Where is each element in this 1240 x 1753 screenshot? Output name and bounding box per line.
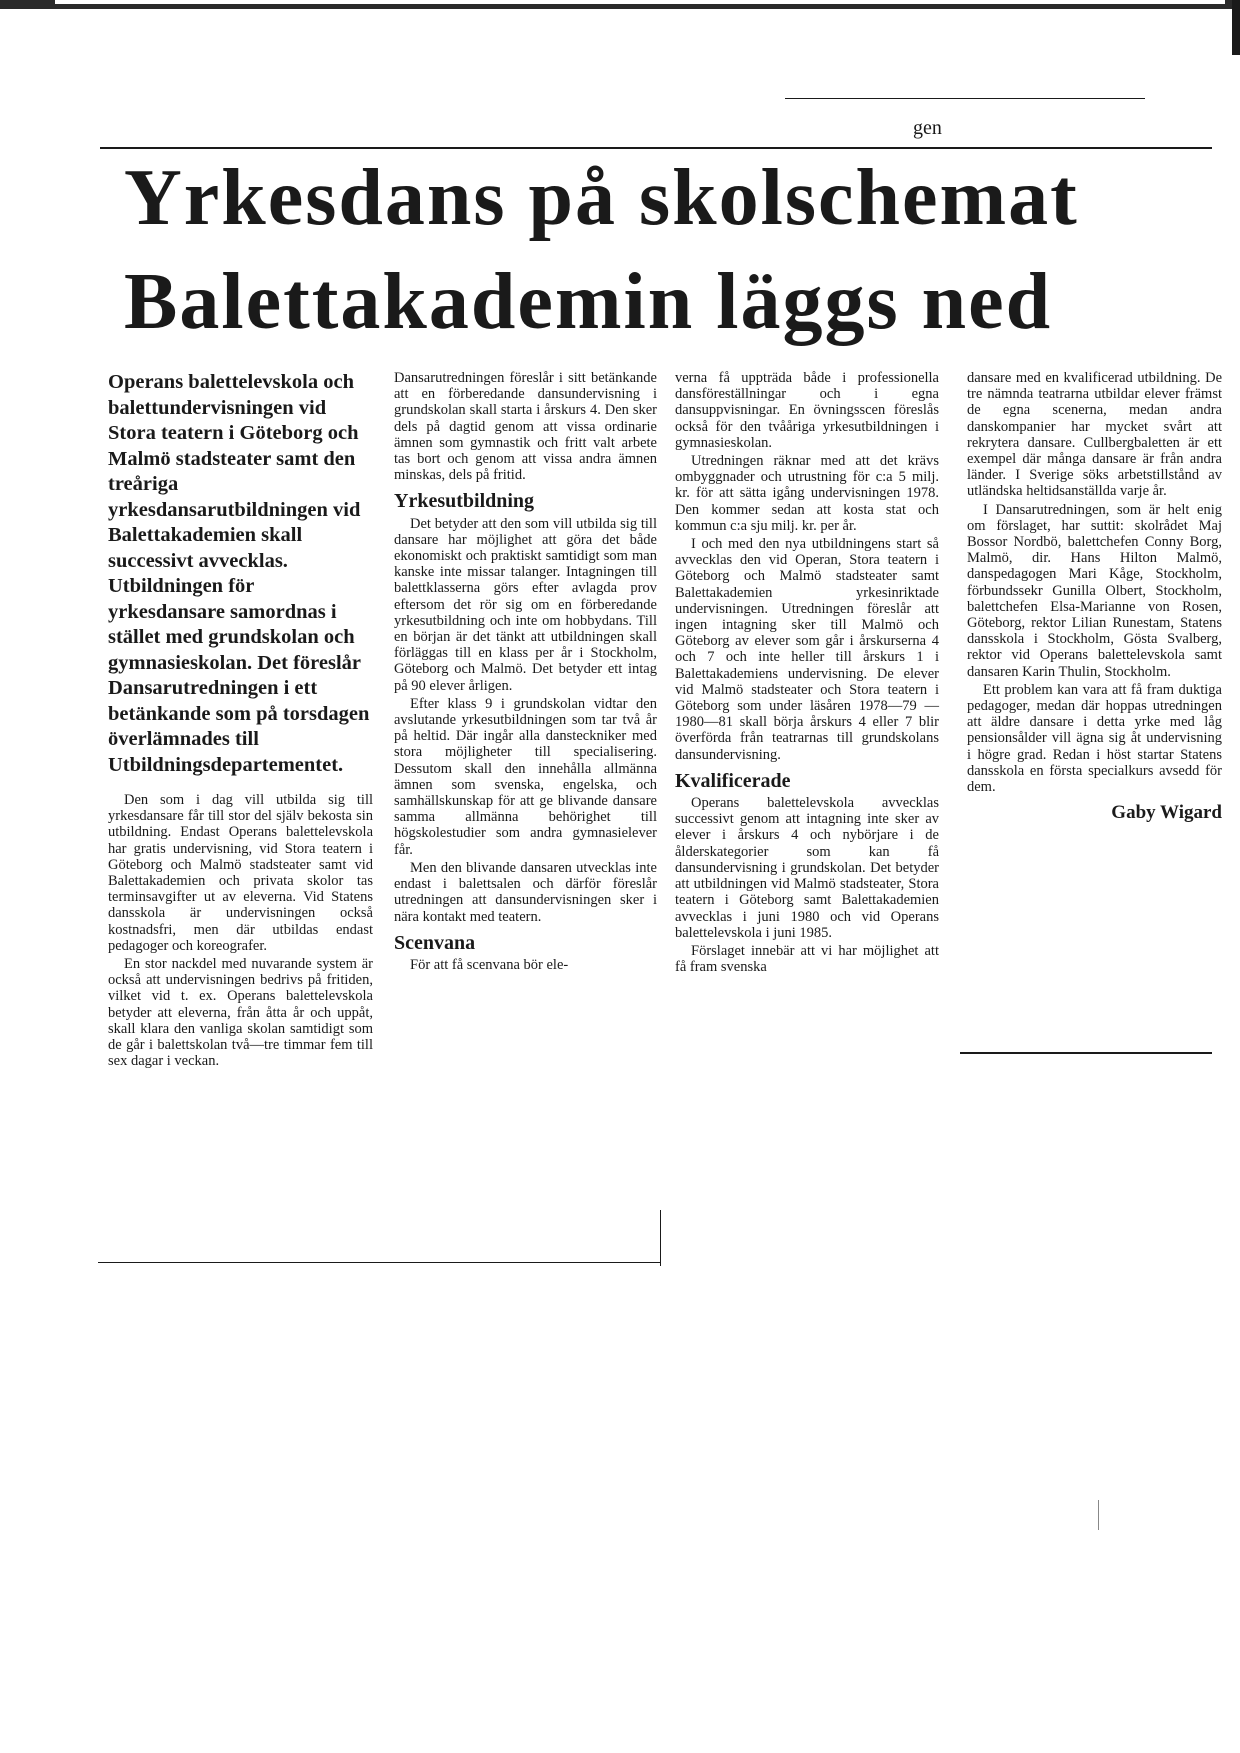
- body-paragraph: Det betyder att den som vill utbilda sig till dansare har möjlighet att göra det både ekonomiskt och praktiskt samtidigt som man kanske inte missar talanger. Intagningen till balettklasserna görs efter avlagda prov eftersom det rör sig om en förberedande yrkesutbildning och inte om hobbydans. Till en början är det tänkt att utbildningen skall förläggas till en klass per år i Stockholm, Göteborg och Malmö. Det betyder ett intag på 90 elever årligen.: [394, 515, 657, 694]
- subhead-yrkesutbildning: Yrkesutbildning: [394, 490, 535, 513]
- byline: Gaby Wigard: [1111, 802, 1222, 824]
- byline-rule: [960, 1052, 1212, 1054]
- article-column-4: [967, 370, 1222, 825]
- body-paragraph: Den som i dag vill utbilda sig till yrkesdansare får till stor del själv bekosta sin utbildning. Endast Operans balettelevskola har gratis undervisning, vid Stora teatern i Göteborg och Malmö stadsteater samt vid Balettakademien och privata skolor tas terminsavgifter ut av eleverna. Vid Statens dansskola är undervisningen också kostnadsfri, men där utbildas endast pedagoger och koreografer.: [108, 792, 373, 954]
- subhead-kvalificerade: Kvalificerade: [675, 769, 791, 792]
- body-paragraph: Ett problem kan vara att få fram duktiga pedagoger, medan där hoppas utredningen att äldre dansare i detta yrke med låg pensionsålder vill ägna sig åt undervisning i högre grad. Redan i höst startar Statens dansskola en första specialkurs avsedd för dem.: [967, 681, 1222, 796]
- body-paragraph: För att få scenvana bör ele-: [410, 956, 569, 973]
- headline-line-1: Yrkesdans på skolschemat: [124, 154, 1079, 242]
- section-tag: gen: [913, 117, 942, 139]
- article-column-1: [108, 370, 373, 1071]
- scan-margin-mark: [1098, 1500, 1099, 1530]
- masthead-rule: [100, 147, 1212, 149]
- body-paragraph: Förslaget innebär att vi har möjlighet att få fram svenska: [675, 942, 939, 976]
- scan-right-edge: [1232, 0, 1240, 55]
- article-column-3: [675, 370, 939, 977]
- column-bottom-rule: [98, 1262, 660, 1263]
- body-paragraph: I Dansarutredningen, som är helt enig om förslaget, har suttit: skolrådet Maj Bossor Nordbö, balettchefen Conny Borg, Malmö, dir. Hans Hilton Malmö, danspedagogen Mari Kåge, Stockholm, förbundssekr Gunilla Olbert, Stockholm, balettchefen Elsa-Marianne von Rosen, Göteborg, rektor Lilian Runestam, Statens dansskola i Stockholm, Gösta Svalberg, rektor vid Operans balettelevskola samt dansaren Karin Thulin, Stockholm.: [967, 501, 1222, 680]
- body-paragraph: Utredningen räknar med att det krävs ombyggnader och utrustning för c:a 5 milj. kr. för att sätta igång undervisningen 1978. Den kommer sedan att kosta stat och kommun c:a sju milj. kr. per år.: [675, 453, 939, 534]
- body-paragraph: Efter klass 9 i grundskolan vidtar den avslutande yrkesutbildningen som tar två år på heltid. Där ingår alla dansteckniker med stora möjligheter till specialisering. Dessutom skall den innehålla allmänna ämnen som svenska, engelska, och samhällskunskap för att ge blivande dansare samma allmänna behörighet till högskolestudier som andra gymnasielever får.: [394, 695, 657, 858]
- body-paragraph: I och med den nya utbildningens start så avvecklas den vid Operan, Stora teatern i Göteborg och Malmö stadsteater samt Balettakademien yrkesinriktade undervisningen. Utredningen föreslår att ingen intagning sker till Malmö och Göteborg av elever som går i årskurserna 4 och 7 och inte heller till årskurs 1 i Balettakademiens undervisning. De elever vid Malmö stadsteater och Stora teatern i Göteborg som under läsåren 1978—79 — 1980—81 skall börja årskurs 4 eller 7 blir överförda från teatrarnas till grundskolans dansundervisning.: [675, 536, 939, 763]
- subhead-scenvana: Scenvana: [394, 931, 476, 954]
- body-paragraph: Dansarutredningen föreslår i sitt betänkande att en förberedande dansundervisning i grundskolan skall starta i årskurs 4. Den sker dels på dagtid genom att vissa ordinarie ämnen som gymnastik och fritt valt arbete tas bort och genom att vissa andra ämnen minskas, dels på fritid.: [394, 370, 657, 484]
- body-paragraph: Men den blivande dansaren utvecklas inte endast i balettsalen och därför föreslår utredningen att dansundervisningen sker i nära kontakt med teatern.: [394, 859, 657, 925]
- body-paragraph: verna få uppträda både i professionella dansföreställningar och i egna dansuppvisningar. En övningsscen föreslås också för den tvååriga yrkesutbildningen i gymnasieskolan.: [675, 370, 939, 451]
- body-paragraph: En stor nackdel med nuvarande system är också att undervisningen bedrivs på fritiden, vilket vid t. ex. Operans balettelevskola betyder att eleverna, från åtta år och uppåt, skall klara den vanliga skolan samtidigt som de går i balettskolan två—tre timmar fem till sex dagar i veckan.: [108, 956, 373, 1070]
- article-column-2: [394, 370, 657, 975]
- body-paragraph: dansare med en kvalificerad utbildning. De tre nämnda teatrarna utbildar elever främst de egna scenerna, medan andra danskompanier har mycket svårt att rekrytera dansare. Cullbergbaletten är ett exempel där många dansare är från andra länder. I Sverige söks arbetstillstånd av utländska heltidsanställda varje år.: [967, 370, 1222, 500]
- column-end-mark: [660, 1210, 661, 1266]
- article-lead: Operans balettelevskola och balettundervisningen vid Stora teatern i Göteborg och Malmö stadsteater samt den treåriga yrkesdansarutbildningen vid Balettakademien skall successivt avvecklas. Utbildningen för yrkesdansare samordnas i stället med grundskolan och gymnasieskolan. Det föreslår Dansarutredningen i ett betänkande som på torsdagen överlämnades till Utbildningsdepartementet.: [108, 371, 370, 776]
- headline-line-2: Balettakademin läggs ned: [124, 258, 1053, 346]
- top-thin-rule: [785, 98, 1145, 99]
- body-paragraph: Operans balettelevskola avvecklas successivt genom att intagning inte sker av elever i årskurs 4 och nybörjare i de ålderskategorier som kan få dansundervisning i grundskolan. Det betyder att utbildningen vid Malmö stadsteater, Stora teatern i Göteborg samt Balettakademien avvecklas i juni 1980 och vid Operans balettelevskola i juni 1985.: [675, 795, 939, 941]
- scan-border-gap: [55, 0, 1225, 4]
